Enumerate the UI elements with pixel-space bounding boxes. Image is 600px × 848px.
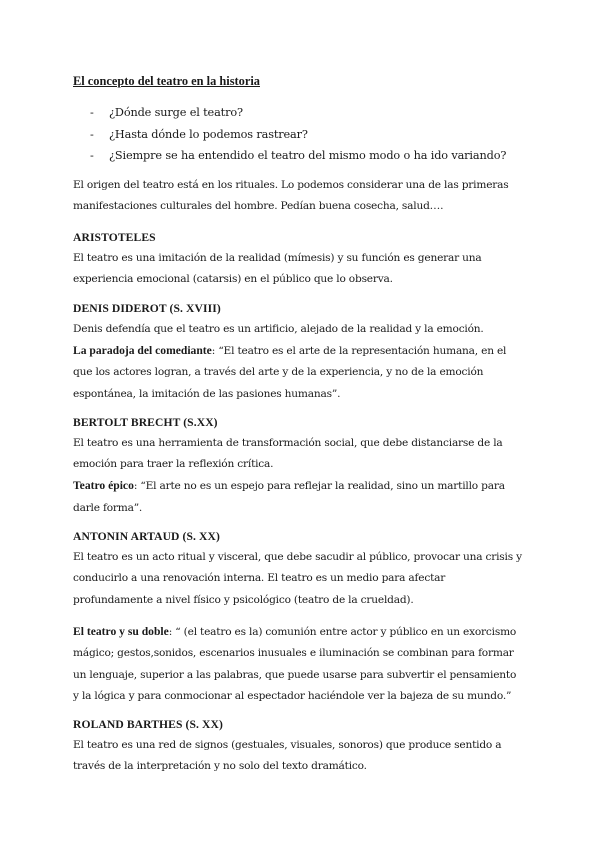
section-paragraph: El teatro es una imitación de la realidad (mímesis) y su función es generar una experiencia emocional (catarsis) en el público que lo observa. <box>73 252 482 286</box>
question-text: ¿Hasta dónde lo podemos rastrear? <box>109 127 308 141</box>
section-heading <box>73 412 524 433</box>
bullet-dash: - <box>90 149 94 162</box>
quote-text: : “El arte no es un espejo para reflejar la realidad, sino un martillo para darle forma”. <box>73 480 505 514</box>
section-paragraph: El teatro es una herramienta de transformación social, que debe distanciarse de la emoción para traer la reflexión crítica. <box>73 436 503 471</box>
section-heading: ARISTOTELES <box>73 231 156 245</box>
section-brecht <box>73 412 524 519</box>
document-title: El concepto del teatro en la historia <box>73 74 260 88</box>
section-paragraph: Denis defendía que el teatro es un artificio, alejado de la realidad y la emoción. <box>73 322 484 335</box>
work-title: La paradoja del comediante <box>73 343 212 357</box>
author-period: (S. XX) <box>185 718 223 732</box>
quote-paragraph <box>73 340 524 405</box>
author-name: ROLAND BARTHES <box>73 718 183 732</box>
quote-text: : “El teatro es el arte de la representación humana, en el que los actores logran, a través del arte y de la experiencia, y no de la emoción espontánea, la imitación de las pasiones humanas”. <box>73 344 507 400</box>
list-item <box>73 124 524 146</box>
quote-paragraph <box>73 621 524 707</box>
section-paragraph: El teatro es un acto ritual y visceral, que debe sacudir al público, provocar una crisis y conducirlo a una renovación interna. El teatro es un medio para afectar profundamente a nivel físico y psicológico (teatro de la crueldad). <box>73 551 522 606</box>
work-title: Teatro épico <box>73 479 134 493</box>
section-heading <box>73 298 524 319</box>
author-period: (S. XVIII) <box>169 301 221 315</box>
section-heading <box>73 714 524 735</box>
author-name: ANTONIN ARTAUD <box>73 530 180 544</box>
section-diderot <box>73 298 524 405</box>
question-text: ¿Dónde surge el teatro? <box>109 106 243 119</box>
bullet-dash: - <box>90 127 94 141</box>
section-artaud <box>73 526 524 707</box>
bullet-dash: - <box>90 106 94 119</box>
author-period: (S.XX) <box>183 415 218 429</box>
quote-paragraph <box>73 475 524 519</box>
intro-paragraph: El origen del teatro está en los rituales. Lo podemos considerar una de las primeras manifestaciones culturales del hombre. Pedían buena cosecha, salud…. <box>73 178 509 212</box>
author-period: (S. XX) <box>182 530 220 544</box>
author-name: BERTOLT BRECHT <box>73 415 181 429</box>
question-text: ¿Siempre se ha entendido el teatro del mismo modo o ha ido variando? <box>109 149 507 162</box>
work-title: El teatro y su doble <box>73 624 169 638</box>
section-aristoteles <box>73 227 524 291</box>
author-name: DENIS DIDEROT <box>73 301 167 315</box>
section-barthes <box>73 714 524 778</box>
quote-text: : “ (el teatro es la) comunión entre actor y público en un exorcismo mágico; gestos,sonidos, escenarios inusuales e iluminación se combinan para formar un lenguaje, superior a las palabras, que puede usarse para subvertir el pensamiento y la lógica y para conmocionar al espectador haciéndole ver la bajeza de su mundo.” <box>73 625 517 702</box>
section-paragraph: El teatro es una red de signos (gestuales, visuales, sonoros) que produce sentido a través de la interpretación y no solo del texto dramático. <box>73 739 502 773</box>
questions-list <box>73 102 524 167</box>
list-item <box>73 145 524 167</box>
list-item <box>73 102 524 124</box>
section-heading <box>73 526 524 547</box>
